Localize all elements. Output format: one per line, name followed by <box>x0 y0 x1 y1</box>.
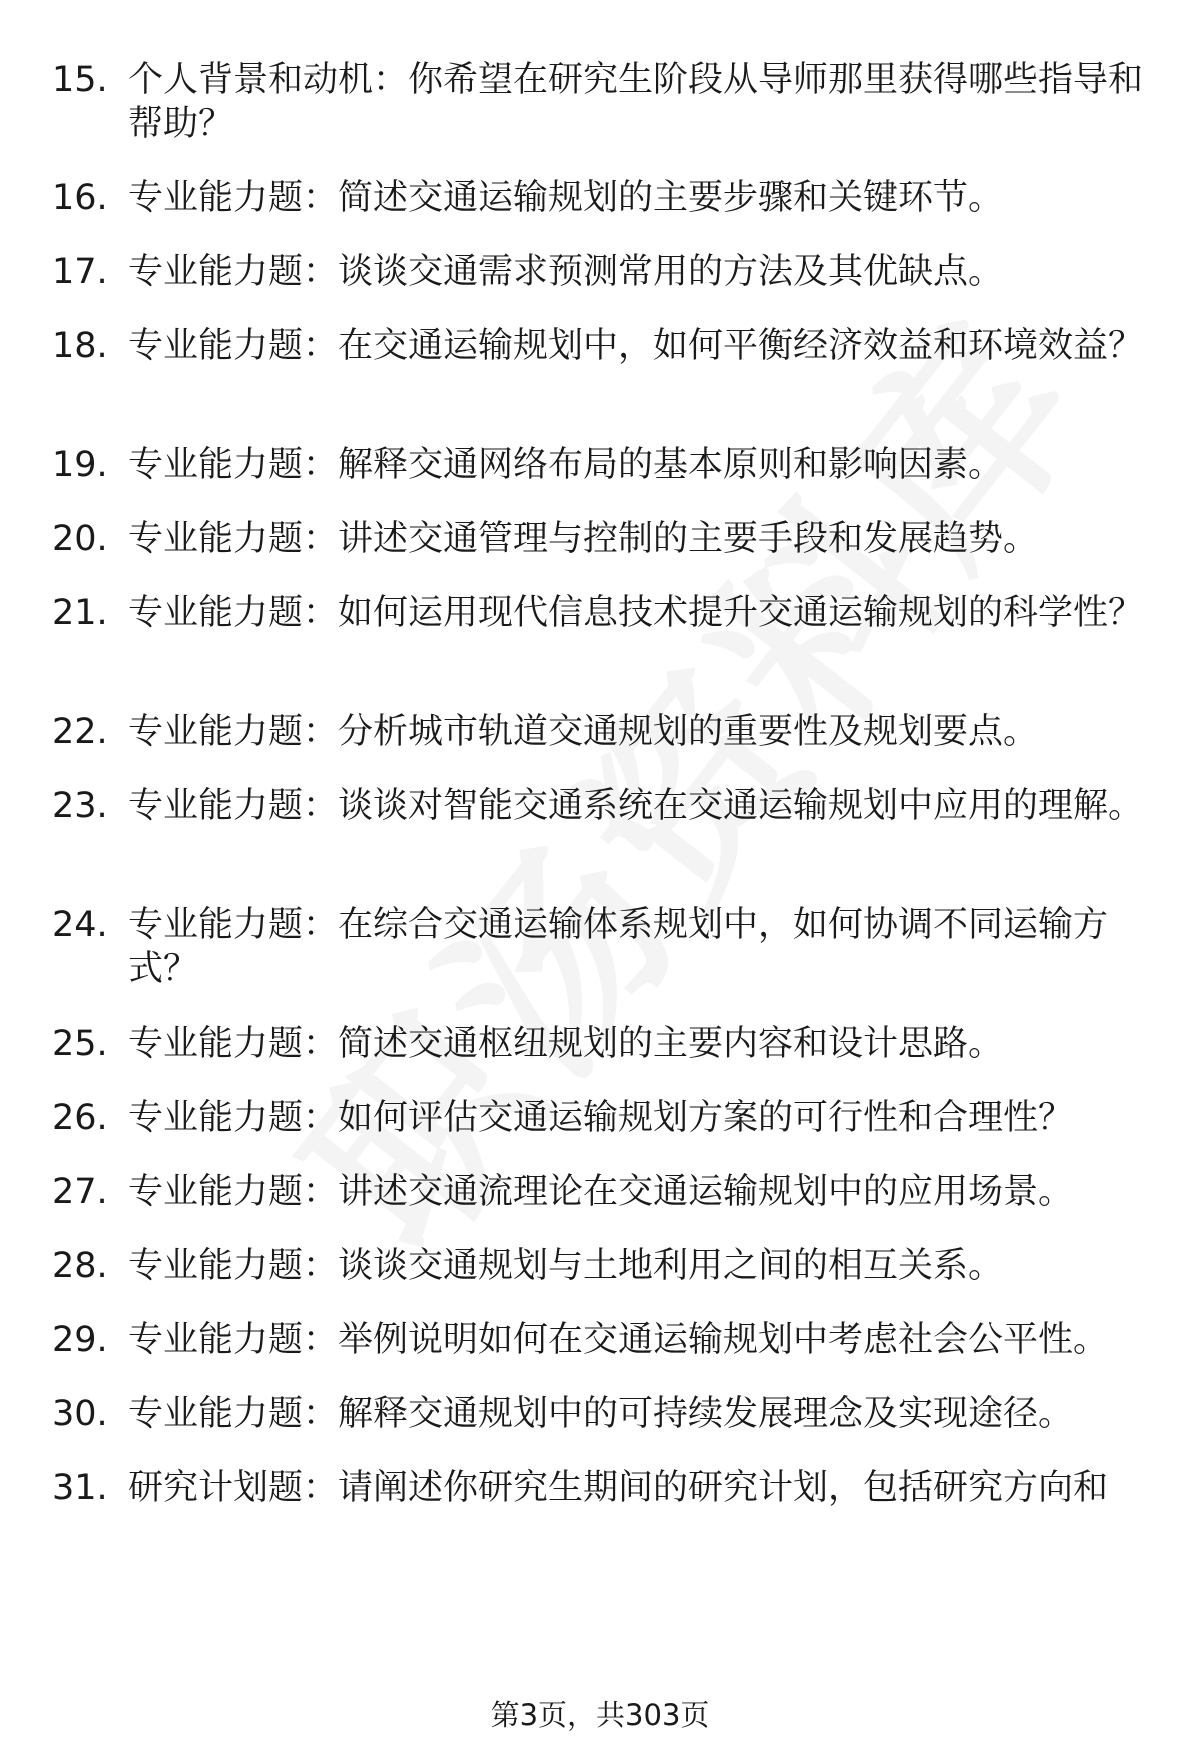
item-text: 专业能力题：解释交通网络布局的基本原则和影响因素。 <box>128 445 1004 485</box>
item-text: 专业能力题：谈谈交通规划与土地利用之间的相互关系。 <box>128 1246 1004 1286</box>
item-text: 专业能力题：简述交通运输规划的主要步骤和关键环节。 <box>128 178 1004 218</box>
item-text: 专业能力题：如何运用现代信息技术提升交通运输规划的科学性？ <box>128 593 1144 633</box>
item-text: 专业能力题：谈谈对智能交通系统在交通运输规划中应用的理解。 <box>128 786 1144 826</box>
item-text: 个人背景和动机：你希望在研究生阶段从导师那里获得哪些指导和帮助？ <box>128 60 1144 144</box>
item-number: 18. <box>52 326 108 366</box>
item-text: 专业能力题：分析城市轨道交通规划的重要性及规划要点。 <box>128 712 1039 752</box>
item-number: 16. <box>52 178 108 218</box>
item-number: 25. <box>52 1024 108 1064</box>
item-number: 27. <box>52 1172 108 1212</box>
item-number: 31. <box>52 1468 108 1508</box>
item-number: 26. <box>52 1098 108 1138</box>
item-text: 专业能力题：在交通运输规划中，如何平衡经济效益和环境效益？ <box>128 326 1144 366</box>
item-text: 专业能力题：讲述交通流理论在交通运输规划中的应用场景。 <box>128 1172 1074 1212</box>
item-number: 28. <box>52 1246 108 1286</box>
item-number: 17. <box>52 252 108 292</box>
item-text: 专业能力题：如何评估交通运输规划方案的可行性和合理性？ <box>128 1098 1074 1138</box>
item-number: 15. <box>52 60 108 100</box>
page-footer: 第3页，共303页 <box>490 1698 710 1732</box>
item-text: 研究计划题：请阐述你研究生期间的研究计划，包括研究方向和 <box>128 1468 1109 1508</box>
item-text: 专业能力题：简述交通枢纽规划的主要内容和设计思路。 <box>128 1024 1004 1064</box>
item-number: 22. <box>52 712 108 752</box>
item-number: 29. <box>52 1320 108 1360</box>
item-number: 20. <box>52 519 108 559</box>
item-number: 19. <box>52 445 108 485</box>
item-number: 24. <box>52 905 108 945</box>
item-number: 23. <box>52 786 108 826</box>
item-number: 21. <box>52 593 108 633</box>
item-text: 专业能力题：在综合交通运输体系规划中，如何协调不同运输方式？ <box>128 905 1109 989</box>
item-text: 专业能力题：讲述交通管理与控制的主要手段和发展趋势。 <box>128 519 1039 559</box>
item-text: 专业能力题：举例说明如何在交通运输规划中考虑社会公平性。 <box>128 1320 1109 1360</box>
item-text: 专业能力题：解释交通规划中的可持续发展理念及实现途径。 <box>128 1394 1074 1434</box>
item-number: 30. <box>52 1394 108 1434</box>
item-text: 专业能力题：谈谈交通需求预测常用的方法及其优缺点。 <box>128 252 1004 292</box>
